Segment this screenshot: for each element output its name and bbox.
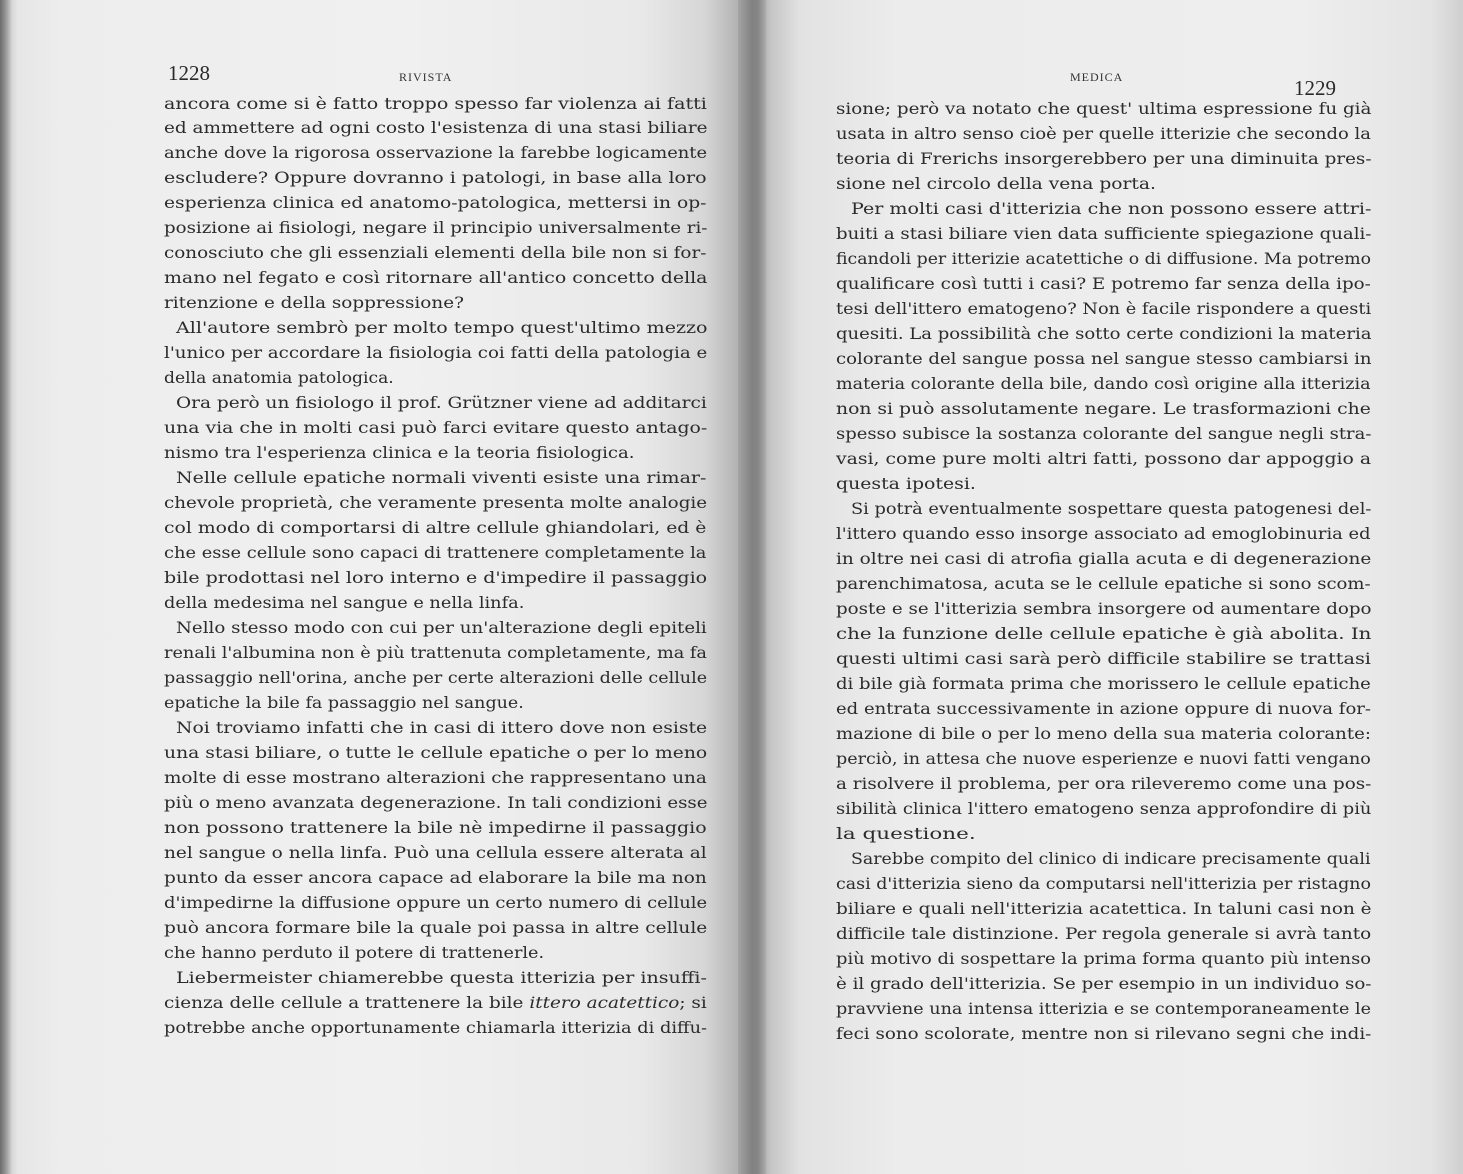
text-line: nismo tra l'esperienza clinica e la teoria fisiologica.: [164, 444, 635, 462]
text-line: passaggio nell'orina, anche per certe alterazioni delle cellule: [164, 669, 708, 687]
text-line: All'autore sembrò per molto tempo quest'ultimo mezzo: [176, 319, 708, 337]
running-head: MEDICA: [1070, 70, 1124, 84]
text-line: ritenzione e della soppressione?: [164, 294, 464, 312]
text-line: vasi, come pure molti altri fatti, possono dar appoggio a: [836, 450, 1372, 468]
text-line: esperienza clinica ed anatomo-patologica, mettersi in op-: [164, 194, 707, 212]
text-line: potrebbe anche opportunamente chiamarla itterizia di diffu-: [164, 1019, 708, 1037]
text-line: perciò, in attesa che nuove esperienze e nuovi fatti vengano: [836, 750, 1371, 768]
text-line: Ora però un fisiologo il prof. Grützner viene ad additarci: [176, 394, 707, 412]
italic-term: ittero acatettico: [529, 994, 680, 1012]
text-line: ancora come si è fatto troppo spesso far violenza ai fatti: [164, 95, 707, 113]
text-line: quesiti. La possibilità che sotto certe condizioni la materia: [836, 325, 1372, 343]
text-line: colorante del sangue possa nel sangue stesso cambiarsi in: [836, 350, 1372, 368]
text-line: renali l'albumina non è più trattenuta completamente, ma fa: [164, 644, 707, 662]
text-line: mano nel fegato e così ritornare all'antico concetto della: [164, 269, 708, 287]
text-line: ficandoli per itterizie acatettiche o di diffusione. Ma potremo: [836, 250, 1372, 268]
text-line: Nelle cellule epatiche normali viventi esiste una rimar-: [176, 469, 707, 487]
text-line: che esse cellule sono capaci di trattenere completamente la: [164, 544, 707, 562]
text-line: che la funzione delle cellule epatiche è già abolita. In: [836, 625, 1372, 643]
text-line: usata in altro senso cioè per quelle itterizie che secondo la: [836, 125, 1371, 143]
text-line: Sarebbe compito del clinico di indicare precisamente quali: [851, 850, 1371, 868]
text-line: l'unico per accordare la fisiologia coi fatti della patologia e: [164, 344, 708, 362]
text-line: chevole proprietà, che veramente presenta molte analogie: [164, 494, 708, 512]
text-line: difficile tale distinzione. Per regola generale si avrà tanto: [836, 925, 1372, 943]
text-line: in oltre nei casi di atrofia gialla acuta e di degenerazione: [836, 550, 1372, 568]
text-line: escludere? Oppure dovranno i patologi, in base alla loro: [164, 169, 707, 187]
text-line: cienza delle cellule a trattenere la bile ittero acatettico; si: [164, 994, 707, 1012]
text-line: biliare e quali nell'itterizia acatettica. In taluni casi non è: [836, 900, 1372, 918]
text-line: questi ultimi casi sarà però difficile stabilire se trattasi: [836, 650, 1371, 668]
text-line: Si potrà eventualmente sospettare questa patogenesi del-: [851, 500, 1372, 518]
text-line: può ancora formare bile la quale poi passa in altre cellule: [164, 919, 708, 937]
text-line: anche dove la rigorosa osservazione la farebbe logicamente: [164, 144, 708, 162]
text-line: una stasi biliare, o tutte le cellule epatiche o per lo meno: [164, 744, 708, 762]
text-line: poste e se l'itterizia sembra insorgere od aumentare dopo: [836, 600, 1372, 618]
text-line: sione nel circolo della vena porta.: [836, 175, 1156, 193]
text-line: ed ammettere ad ogni costo l'esistenza di una stasi biliare: [164, 119, 708, 137]
text-line: conosciuto che gli essenziali elementi della bile non si for-: [164, 244, 707, 262]
text-line: parenchimatosa, acuta se le cellule epatiche si sono scom-: [836, 575, 1371, 593]
text-line: non si può assolutamente negare. Le trasformazioni che: [836, 400, 1371, 418]
text-line: bile prodottasi nel loro interno e d'impedire il passaggio: [164, 569, 708, 587]
text-line: teoria di Frerichs insorgerebbero per una diminuita pres-: [836, 150, 1372, 168]
text-line: ed entrata successivamente in azione oppure di nuova for-: [836, 700, 1372, 718]
page-number: 1228: [168, 61, 210, 85]
text-line: d'impedirne la diffusione oppure un certo numero di cellule: [164, 894, 708, 912]
text-line: questa ipotesi.: [836, 475, 976, 493]
text-line: Per molti casi d'itterizia che non possono essere attri-: [851, 200, 1372, 218]
text-line: spesso subisce la sostanza colorante del sangue negli stra-: [836, 425, 1372, 443]
right-page: [760, 0, 1463, 1174]
text-line: punto da esser ancora capace ad elaborare la bile ma non: [164, 869, 707, 887]
text-line: feci sono scolorate, mentre non si rilevano segni che indi-: [836, 1025, 1372, 1043]
text-line: più o meno avanzata degenerazione. In tali condizioni esse: [164, 794, 708, 812]
text-line: a risolvere il problema, per ora rileveremo come una pos-: [836, 775, 1372, 793]
text-line: nel sangue o nella linfa. Può una cellula essere alterata al: [164, 844, 707, 862]
text-line: non possono trattenere la bile nè impedirne il passaggio: [164, 819, 707, 837]
text-line: della medesima nel sangue e nella linfa.: [164, 594, 525, 612]
text-line: Liebermeister chiamerebbe questa itterizia per insuffi-: [176, 969, 707, 987]
text-line: sibilità clinica l'ittero ematogeno senza approfondire di più: [836, 800, 1372, 818]
text-line: casi d'itterizia sieno da computarsi nell'itterizia per ristagno: [836, 875, 1371, 893]
text-line: della anatomia patologica.: [164, 369, 394, 387]
text-line: l'ittero quando esso insorge associato ad emoglobinuria ed: [836, 525, 1371, 543]
text-line: pravviene una intensa itterizia e se contemporaneamente le: [836, 1000, 1372, 1018]
text-line: che hanno perduto il potere di trattenerle.: [164, 944, 545, 962]
text-line: mazione di bile o per lo meno della sua materia colorante:: [836, 725, 1371, 743]
text-line: posizione ai fisiologi, negare il principio universalmente ri-: [164, 219, 708, 237]
text-line: la questione.: [836, 825, 976, 843]
text-line: è il grado dell'itterizia. Se per esempio in un individuo so-: [836, 975, 1372, 993]
text-line: col modo di comportarsi di altre cellule ghiandolari, ed è: [164, 519, 707, 537]
text-line: buiti a stasi biliare vien data sufficiente spiegazione quali-: [836, 225, 1372, 243]
text-line: sione; però va notato che quest' ultima espressione fu già: [836, 100, 1372, 118]
text-line: tesi dell'ittero ematogeno? Non è facile rispondere a questi: [836, 300, 1372, 318]
running-head: RIVISTA: [399, 70, 453, 84]
text-line: Noi troviamo infatti che in casi di ittero dove non esiste: [176, 719, 708, 737]
text-line: di bile già formata prima che morissero le cellule epatiche: [836, 675, 1371, 693]
page-number: 1229: [1294, 76, 1336, 100]
text-line: Nello stesso modo con cui per un'alterazione degli epiteli: [176, 619, 707, 637]
text-line: epatiche la bile fa passaggio nel sangue.: [164, 694, 524, 712]
text-line: materia colorante della bile, dando così origine alla itterizia: [836, 375, 1371, 393]
text-line: più motivo di sospettare la prima forma quanto più intenso: [836, 950, 1372, 968]
text-line: una via che in molti casi può farci evitare questo antago-: [164, 419, 708, 437]
text-line: molte di esse mostrano alterazioni che rappresentano una: [164, 769, 707, 787]
text-line: qualificare così tutti i casi? E potremo far senza della ipo-: [836, 275, 1371, 293]
